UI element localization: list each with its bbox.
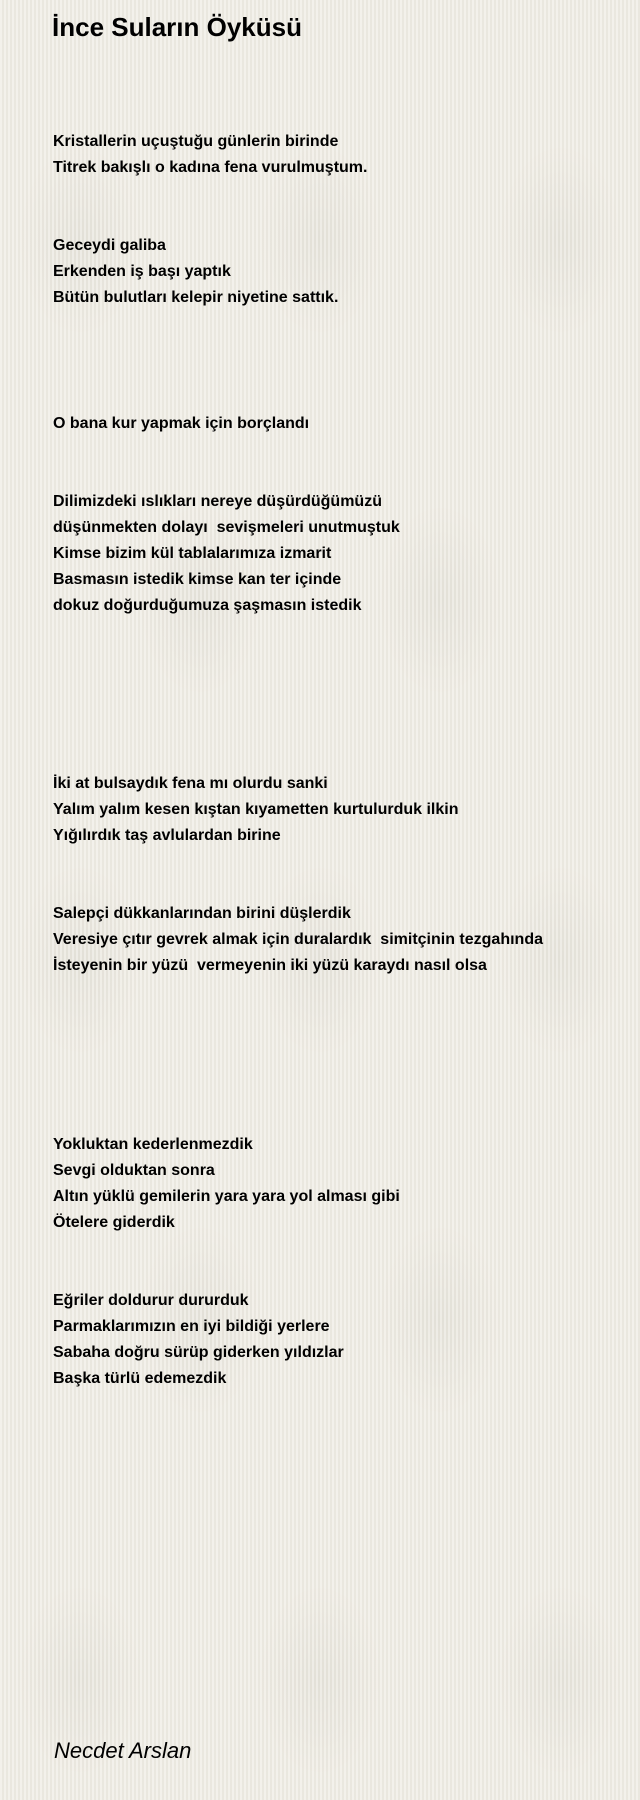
poem-line: Yalım yalım kesen kıştan kıyametten kurtulurduk ilkin [53,801,459,818]
poem-line: Ötelere giderdik [53,1214,175,1231]
stanza-7 [53,1132,400,1236]
poem-line: Sabaha doğru sürüp giderken yıldızlar [53,1344,344,1361]
stanza-2 [53,233,338,311]
poem-line: düşünmekten dolayı sevişmeleri unutmuştuk [53,519,400,536]
poem-line: İsteyenin bir yüzü vermeyenin iki yüzü karaydı nasıl olsa [53,957,487,974]
poem-line: Bütün bulutları kelepir niyetine sattık. [53,289,339,306]
stanza-5 [53,771,459,849]
poem-line: Yığılırdık taş avlulardan birine [53,827,281,844]
poem-line: Kimse bizim kül tablalarımıza izmarit [53,545,332,562]
poem-title: İnce Suların Öyküsü [52,12,302,42]
poem-line: Salepçi dükkanlarından birini düşlerdik [53,905,351,922]
stanza-3 [53,411,309,437]
poem-line: İki at bulsaydık fena mı olurdu sanki [53,775,328,792]
poem-line: Veresiye çıtır gevrek almak için duralardık simitçinin tezgahında [53,931,543,948]
poem-line: Eğriler doldurur dururduk [53,1292,249,1309]
poem-line: dokuz doğurduğumuza şaşmasın istedik [53,597,362,614]
stanza-1 [53,129,367,181]
poem-line: Titrek bakışlı o kadına fena vurulmuştum. [53,159,368,176]
poem-line: Yokluktan kederlenmezdik [53,1136,253,1153]
poem-line: Geceydi galiba [53,237,166,254]
poem-line: Kristallerin uçuştuğu günlerin birinde [53,133,339,150]
poem-line: Sevgi olduktan sonra [53,1162,215,1179]
poem-line: Basmasın istedik kimse kan ter içinde [53,571,342,588]
stanza-8 [53,1288,344,1392]
stanza-4 [53,489,400,619]
poem-line: Başka türlü edemezdik [53,1370,227,1387]
poem-line: Parmaklarımızın en iyi bildiği yerlere [53,1318,330,1335]
poem-line: Altın yüklü gemilerin yara yara yol alması gibi [53,1188,400,1205]
poem-author: Necdet Arslan [54,1738,192,1763]
poem-line: Erkenden iş başı yaptık [53,263,231,280]
poem-line: O bana kur yapmak için borçlandı [53,415,310,432]
stanza-6 [53,901,543,979]
poem-line: Dilimizdeki ıslıkları nereye düşürdüğümüzü [53,493,382,510]
